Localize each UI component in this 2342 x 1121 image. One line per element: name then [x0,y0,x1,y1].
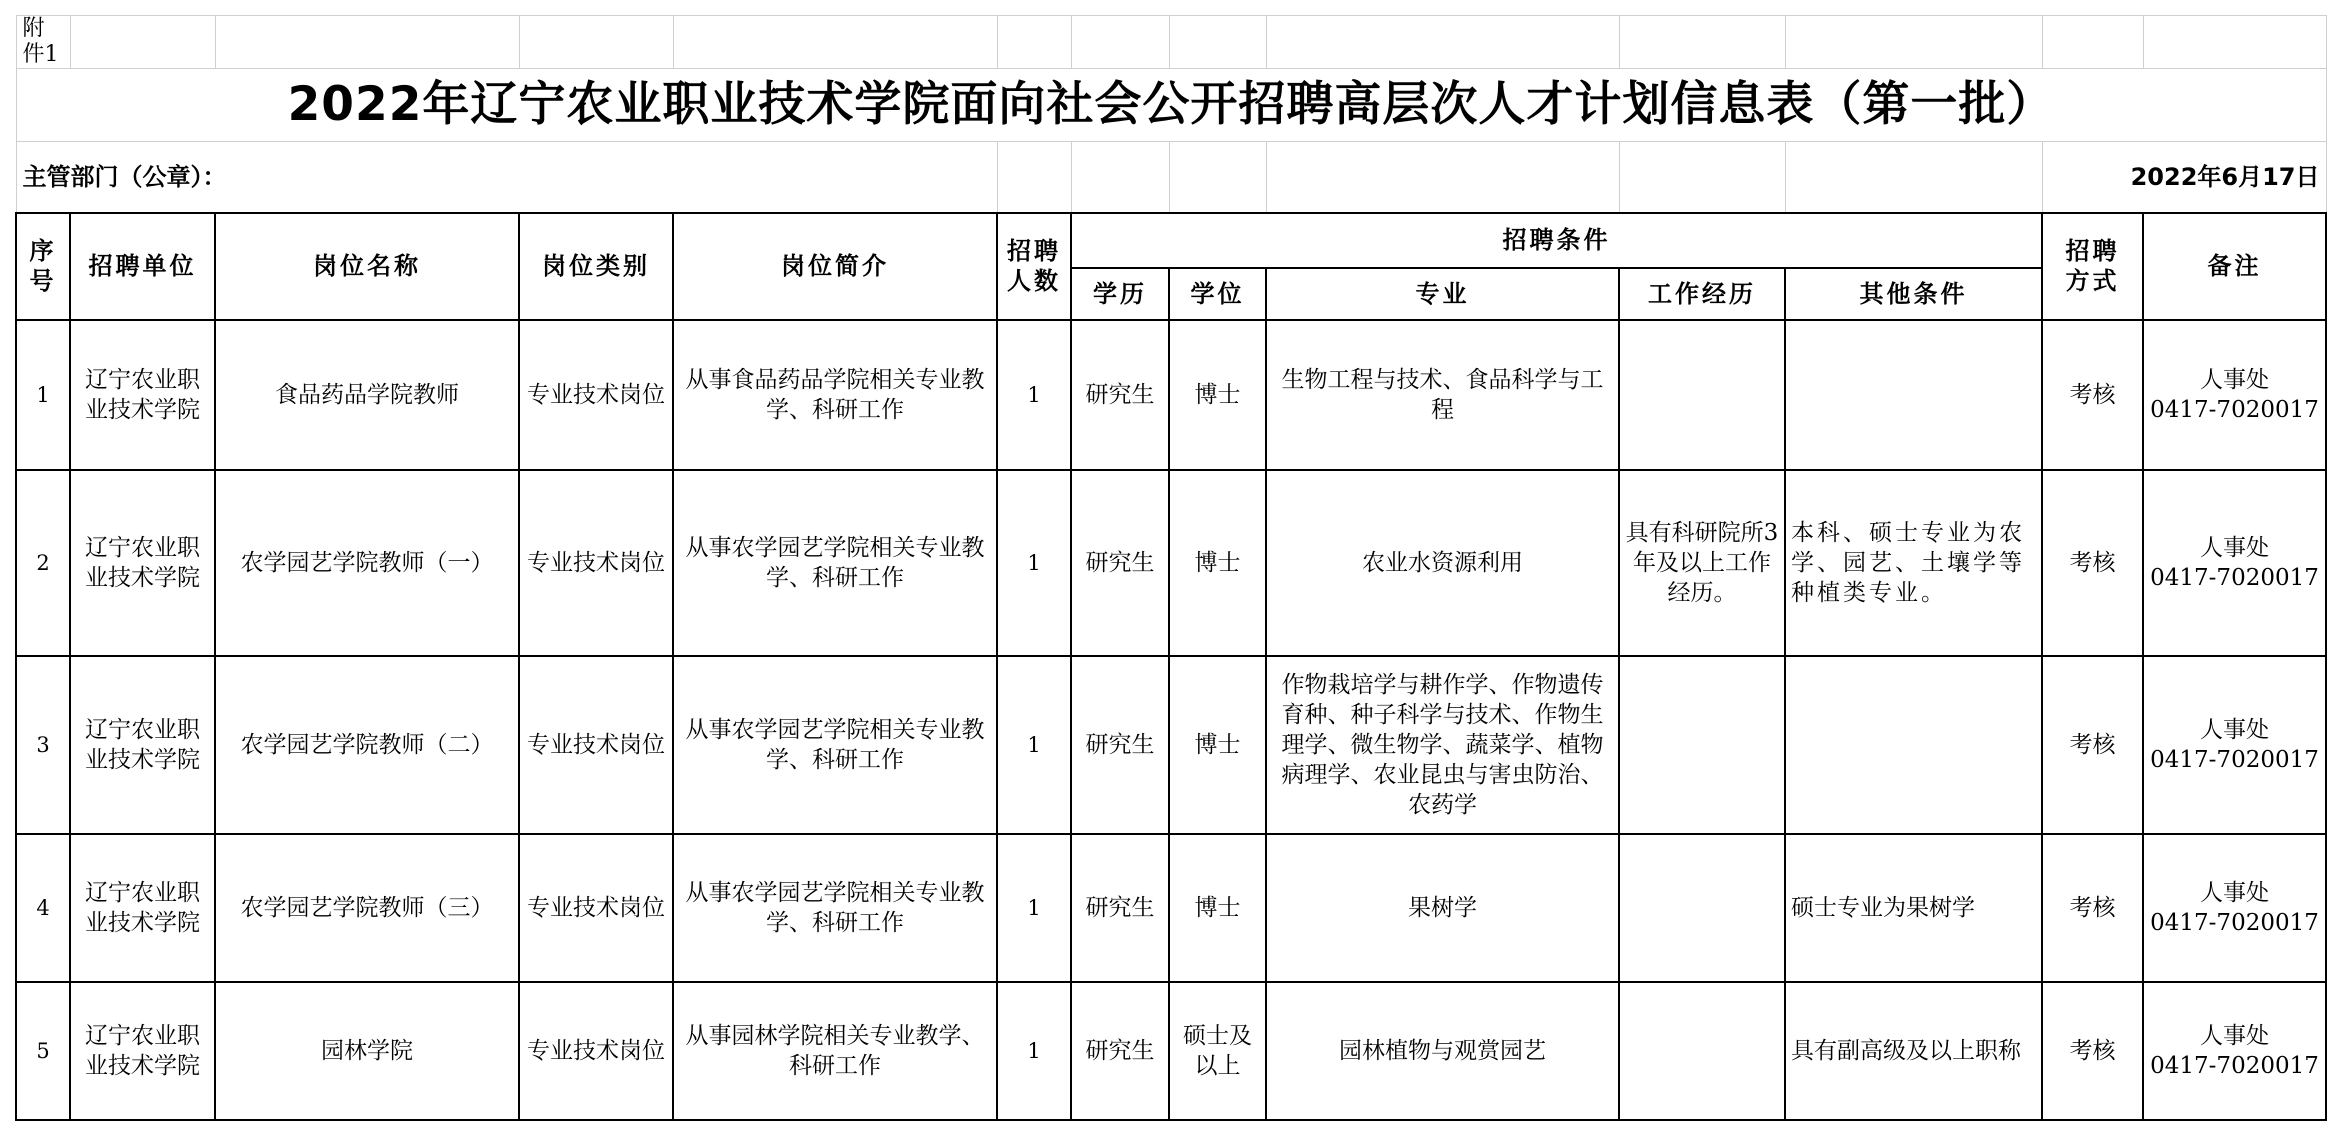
row-method: 考核 [2042,982,2143,1120]
grid-cell [997,142,1071,213]
row-major: 园林植物与观赏园艺 [1266,982,1619,1120]
grid-cell [1071,16,1169,69]
remarks-phone: 0417-7020017 [2150,564,2319,591]
grid-cell [2042,16,2143,69]
recruitment-table [15,15,2327,1121]
remarks-department: 人事处 [2200,366,2269,393]
header-method: 招聘方式 [2042,213,2143,320]
remarks-department: 人事处 [2200,1022,2269,1049]
header-count: 招聘人数 [997,213,1071,320]
grid-cell [1266,16,1619,69]
row-method: 考核 [2042,834,2143,982]
grid-cell [519,16,673,69]
grid-cell [1619,142,1785,213]
header-major: 专业 [1266,268,1619,320]
remarks-department: 人事处 [2200,534,2269,561]
date: 2022年6月17日 [2042,142,2326,213]
remarks-department: 人事处 [2200,716,2269,743]
table-row [16,470,2326,656]
row-unit: 辽宁农业职业技术学院 [70,982,215,1120]
header-other: 其他条件 [1785,268,2042,320]
row-method: 考核 [2042,656,2143,834]
header-degree: 学位 [1169,268,1266,320]
grid-cell [1619,16,1785,69]
grid-cell [2143,16,2326,69]
grid-cell [1266,142,1619,213]
grid-cell [1169,142,1266,213]
row-position: 农学园艺学院教师（三） [215,834,519,982]
remarks-phone: 0417-7020017 [2150,396,2319,423]
row-education: 研究生 [1071,470,1169,656]
row-other-conditions [1785,320,2042,470]
row-other-conditions [1785,656,2042,834]
row-degree: 博士 [1169,656,1266,834]
row-position: 园林学院 [215,982,519,1120]
row-education: 研究生 [1071,982,1169,1120]
row-description: 从事农学园艺学院相关专业教学、科研工作 [673,470,997,656]
header-row [16,213,2326,268]
row-unit: 辽宁农业职业技术学院 [70,320,215,470]
row-unit: 辽宁农业职业技术学院 [70,656,215,834]
row-description: 从事农学园艺学院相关专业教学、科研工作 [673,834,997,982]
row-seq: 5 [16,982,70,1120]
row-seq: 4 [16,834,70,982]
row-other-conditions: 具有副高级及以上职称 [1785,982,2042,1120]
table-row [16,656,2326,834]
row-major: 生物工程与技术、食品科学与工程 [1266,320,1619,470]
row-seq: 1 [16,320,70,470]
row-other-conditions: 本科、硕士专业为农学、园艺、土壤学等种植类专业。 [1785,470,2042,656]
row-unit: 辽宁农业职业技术学院 [70,834,215,982]
page-title: 2022年辽宁农业职业技术学院面向社会公开招聘高层次人才计划信息表（第一批） [16,69,2326,142]
row-remarks [2143,982,2326,1120]
row-category: 专业技术岗位 [519,470,673,656]
row-method: 考核 [2042,320,2143,470]
department-label: 主管部门（公章）： [16,142,997,213]
attachment-label: 附件1 [16,16,70,69]
row-seq: 3 [16,656,70,834]
header-education: 学历 [1071,268,1169,320]
row-position: 农学园艺学院教师（一） [215,470,519,656]
row-experience [1619,834,1785,982]
grid-cell [70,16,215,69]
title-row [16,69,2326,142]
remarks-phone: 0417-7020017 [2150,746,2319,773]
department-row [16,142,2326,213]
row-major: 农业水资源利用 [1266,470,1619,656]
row-description: 从事农学园艺学院相关专业教学、科研工作 [673,656,997,834]
row-remarks [2143,656,2326,834]
row-remarks [2143,470,2326,656]
remarks-phone: 0417-7020017 [2150,1052,2319,1079]
table-row [16,982,2326,1120]
row-major: 果树学 [1266,834,1619,982]
row-experience [1619,982,1785,1120]
grid-cell [215,16,519,69]
grid-cell [997,16,1071,69]
row-degree: 博士 [1169,320,1266,470]
remarks-department: 人事处 [2200,879,2269,906]
row-category: 专业技术岗位 [519,320,673,470]
row-experience [1619,656,1785,834]
table-row [16,320,2326,470]
row-other-conditions: 硕士专业为果树学 [1785,834,2042,982]
row-count: 1 [997,470,1071,656]
row-position: 食品药品学院教师 [215,320,519,470]
row-count: 1 [997,656,1071,834]
header-category: 岗位类别 [519,213,673,320]
row-experience [1619,320,1785,470]
row-description: 从事园林学院相关专业教学、科研工作 [673,982,997,1120]
row-count: 1 [997,982,1071,1120]
header-unit: 招聘单位 [70,213,215,320]
grid-cell [1169,16,1266,69]
row-seq: 2 [16,470,70,656]
row-remarks [2143,834,2326,982]
row-major: 作物栽培学与耕作学、作物遗传育种、种子科学与技术、作物生理学、微生物学、蔬菜学、植物病理学、农业昆虫与害虫防治、农药学 [1266,656,1619,834]
row-degree: 博士 [1169,834,1266,982]
header-remarks: 备注 [2143,213,2326,320]
row-education: 研究生 [1071,656,1169,834]
row-count: 1 [997,834,1071,982]
row-count: 1 [997,320,1071,470]
header-conditions: 招聘条件 [1071,213,2042,268]
row-category: 专业技术岗位 [519,834,673,982]
attachment-row [16,16,2326,69]
row-category: 专业技术岗位 [519,656,673,834]
header-position: 岗位名称 [215,213,519,320]
row-remarks [2143,320,2326,470]
row-education: 研究生 [1071,834,1169,982]
table-row [16,834,2326,982]
row-unit: 辽宁农业职业技术学院 [70,470,215,656]
row-degree: 硕士及以上 [1169,982,1266,1120]
row-position: 农学园艺学院教师（二） [215,656,519,834]
grid-cell [673,16,997,69]
grid-cell [1785,142,2042,213]
row-method: 考核 [2042,470,2143,656]
header-seq: 序号 [16,213,70,320]
row-education: 研究生 [1071,320,1169,470]
header-experience: 工作经历 [1619,268,1785,320]
remarks-phone: 0417-7020017 [2150,909,2319,936]
row-category: 专业技术岗位 [519,982,673,1120]
grid-cell [1071,142,1169,213]
grid-cell [1785,16,2042,69]
row-experience: 具有科研院所3年及以上工作经历。 [1619,470,1785,656]
row-degree: 博士 [1169,470,1266,656]
row-description: 从事食品药品学院相关专业教学、科研工作 [673,320,997,470]
header-description: 岗位简介 [673,213,997,320]
